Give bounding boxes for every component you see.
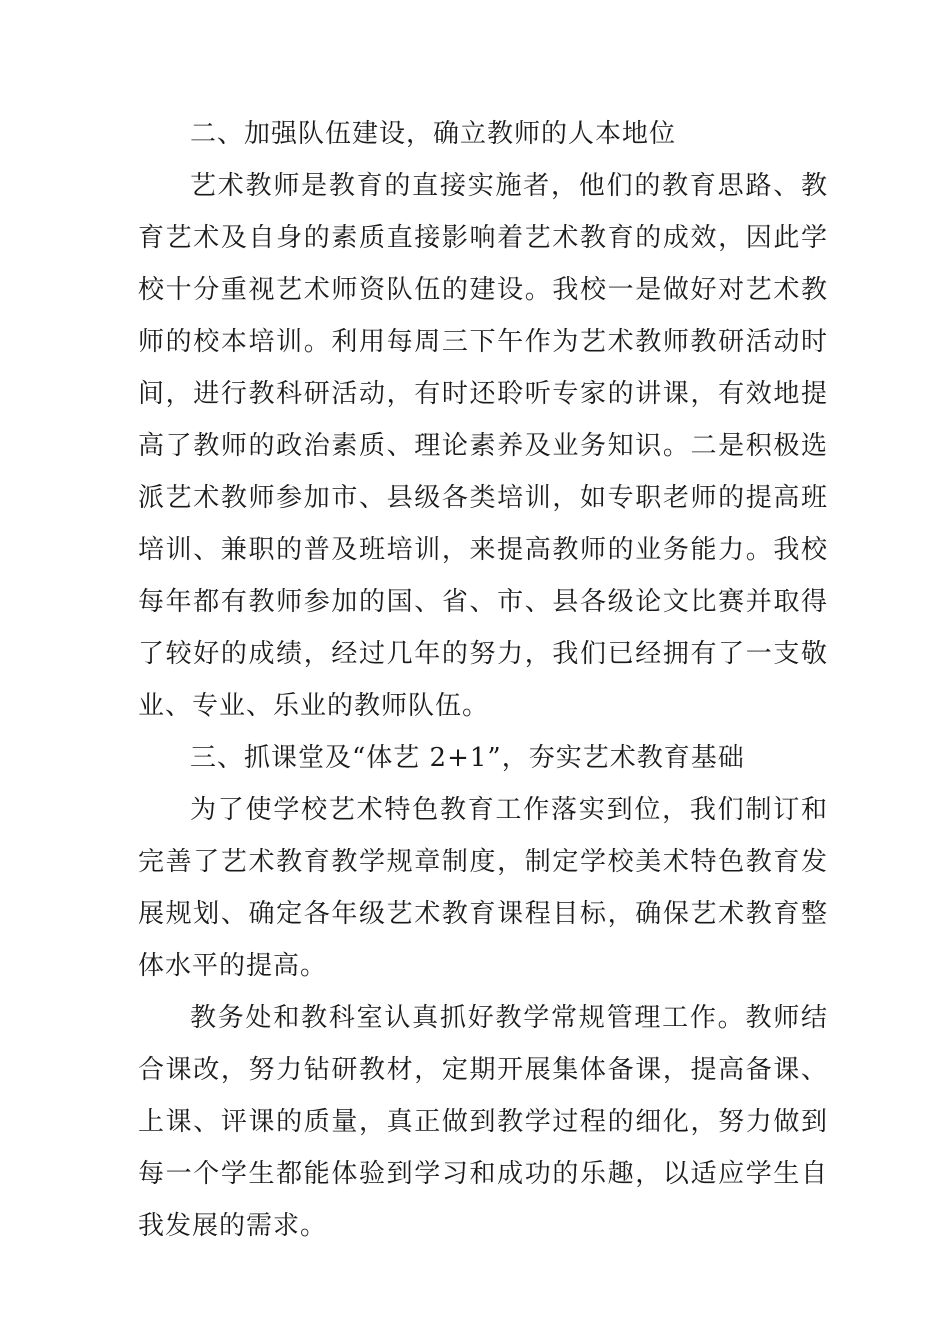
paragraph-art-teachers: 艺术教师是教育的直接实施者，他们的教育思路、教育艺术及自身的素质直接影响着艺术教育的成效，因此学校十分重视艺术师资队伍的建设。我校一是做好对艺术教师的校本培训。利用每周三下午作为艺术教师教研活动时间，进行教科研活动，有时还聆听专家的讲课，有效地提高了教师的政治素质、理论素养及业务知识。二是积极选派艺术教师参加市、县级各类培训，如专职老师的提高班培训、兼职的普及班培训，来提高教师的业务能力。我校每年都有教师参加的国、省、市、县各级论文比赛并取得了较好的成绩，经过几年的努力，我们已经拥有了一支敬业、专业、乐业的教师队伍。 — [138, 171, 828, 721]
paragraph-teaching-management: 教务处和教科室认真抓好教学常规管理工作。教师结合课改，努力钻研教材，定期开展集体备课，提高备课、上课、评课的质量，真正做到教学过程的细化，努力做到每一个学生都能体验到学习和成功的乐趣，以适应学生自我发展的需求。 — [138, 1003, 828, 1241]
document-body — [138, 108, 828, 1252]
section-heading-team-building: 二、加强队伍建设，确立教师的人本地位 — [190, 119, 677, 149]
section-heading-classroom: 三、抓课堂及“体艺 2+1”，夯实艺术教育基础 — [190, 743, 745, 773]
paragraph-art-education-system: 为了使学校艺术特色教育工作落实到位，我们制订和完善了艺术教育教学规章制度，制定学校美术特色教育发展规划、确定各年级艺术教育课程目标，确保艺术教育整体水平的提高。 — [138, 795, 828, 981]
